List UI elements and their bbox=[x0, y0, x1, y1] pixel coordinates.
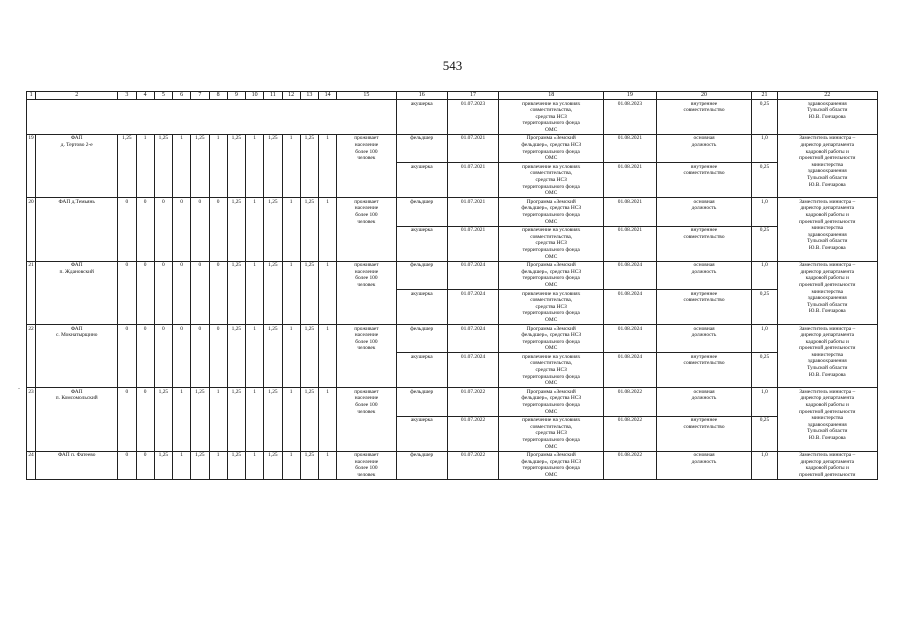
column-number-header: 5 bbox=[154, 92, 172, 100]
staff-funding: Программа «Земский фельдшер», средства НСЗ территориального фонда ОМС bbox=[499, 325, 604, 353]
staff-value-cell: 1,25 bbox=[300, 388, 318, 451]
staff-position: акушерка bbox=[396, 163, 447, 198]
staff-value-cell: 1,25 bbox=[300, 198, 318, 261]
staff-value-cell: 1 bbox=[282, 325, 300, 388]
staff-date: 01.07.2022 bbox=[447, 451, 498, 479]
staff-rate: 0,25 bbox=[752, 163, 777, 198]
row-number: 19 bbox=[27, 134, 36, 197]
staff-position: акушерка bbox=[396, 226, 447, 261]
staff-date: 01.07.2022 bbox=[447, 416, 498, 451]
column-number-header: 12 bbox=[282, 92, 300, 100]
staff-value-cell: 1 bbox=[319, 261, 337, 324]
column-number-header: 10 bbox=[246, 92, 264, 100]
continuation-date: 01.07.2023 bbox=[447, 100, 498, 135]
staff-value-cell: 1,25 bbox=[264, 198, 282, 261]
staff-value-cell: 1 bbox=[319, 388, 337, 451]
staff-employment: внутреннее совместительство bbox=[656, 353, 752, 388]
staff-position: фельдшер bbox=[396, 198, 447, 226]
staff-value-cell: 0 bbox=[154, 261, 172, 324]
staff-value-cell: 1 bbox=[246, 325, 264, 388]
staff-date: 01.07.2021 bbox=[447, 134, 498, 162]
staff-rate: 0,25 bbox=[752, 416, 777, 451]
responsible-person: Заместитель министра – директор департамента кадровой работы и проектной деятельности министерства здравоохранения Тульской области Ю.В. Гончарова bbox=[777, 388, 877, 451]
staff-value-cell: 1,25 bbox=[300, 134, 318, 197]
population-note: проживает население более 100 человек bbox=[337, 388, 396, 451]
table-row bbox=[27, 261, 878, 289]
column-number-header: 22 bbox=[777, 92, 877, 100]
column-number-header: 13 bbox=[300, 92, 318, 100]
staff-value-cell: 1,25 bbox=[264, 261, 282, 324]
staff-value-cell: 1 bbox=[282, 198, 300, 261]
staff-date2: 01.08.2022 bbox=[604, 451, 656, 479]
continuation-responsible: здравоохранения Тульской области Ю.В. Гончарова bbox=[777, 100, 877, 135]
staff-date: 01.07.2024 bbox=[447, 353, 498, 388]
staff-date2: 01.08.2021 bbox=[604, 226, 656, 261]
staff-date: 01.07.2024 bbox=[447, 325, 498, 353]
margin-tick: ‐ bbox=[18, 386, 20, 392]
population-note: проживает население более 100 человек bbox=[337, 198, 396, 261]
staff-funding: привлечение на условиях совместительства, средства НСЗ территориального фонда ОМС bbox=[499, 290, 604, 325]
staff-employment: внутреннее совместительство bbox=[656, 163, 752, 198]
staff-position: акушерка bbox=[396, 290, 447, 325]
facility-name: ФАП п. Фатеево bbox=[36, 451, 118, 479]
row-number: 22 bbox=[27, 325, 36, 388]
staff-rate: 0,25 bbox=[752, 290, 777, 325]
column-number-header: 21 bbox=[752, 92, 777, 100]
continuation-blank bbox=[27, 100, 397, 135]
column-number-row bbox=[27, 92, 878, 100]
staff-value-cell: 1,25 bbox=[154, 388, 172, 451]
column-number-header: 20 bbox=[656, 92, 752, 100]
staff-date2: 01.08.2022 bbox=[604, 416, 656, 451]
staff-value-cell: 0 bbox=[154, 198, 172, 261]
staff-employment: внутреннее совместительство bbox=[656, 290, 752, 325]
staff-value-cell: 1,25 bbox=[227, 388, 245, 451]
staff-value-cell: 0 bbox=[136, 451, 154, 479]
staff-date2: 01.08.2024 bbox=[604, 290, 656, 325]
facility-name: ФАП д. Тертово 2-е bbox=[36, 134, 118, 197]
column-number-header: 6 bbox=[173, 92, 191, 100]
staff-value-cell: 1,25 bbox=[264, 134, 282, 197]
staff-value-cell: 1 bbox=[319, 451, 337, 479]
continuation-position: акушерка bbox=[396, 100, 447, 135]
staff-rate: 1,0 bbox=[752, 134, 777, 162]
staff-value-cell: 1,25 bbox=[227, 451, 245, 479]
staff-value-cell: 0 bbox=[209, 198, 227, 261]
staff-value-cell: 1,25 bbox=[227, 325, 245, 388]
staff-value-cell: 1 bbox=[319, 134, 337, 197]
column-number-header: 1 bbox=[27, 92, 36, 100]
staff-funding: привлечение на условиях совместительства, средства НСЗ территориального фонда ОМС bbox=[499, 416, 604, 451]
continuation-funding: привлечение на условиях совместительства, средства НСЗ территориального фонда ОМС bbox=[499, 100, 604, 135]
staff-date2: 01.08.2024 bbox=[604, 353, 656, 388]
staff-value-cell: 1,25 bbox=[300, 451, 318, 479]
responsible-person: Заместитель министра – директор департамента кадровой работы и проектной деятельности министерства здравоохранения Тульской области Ю.В. Гончарова bbox=[777, 134, 877, 197]
facility-name: ФАП д.Темьянь bbox=[36, 198, 118, 261]
staff-date: 01.07.2024 bbox=[447, 290, 498, 325]
staff-value-cell: 0 bbox=[173, 198, 191, 261]
staff-value-cell: 0 bbox=[118, 325, 136, 388]
staff-value-cell: 1 bbox=[136, 134, 154, 197]
responsible-person: Заместитель министра – директор департамента кадровой работы и проектной деятельности bbox=[777, 451, 877, 479]
column-number-header: 18 bbox=[499, 92, 604, 100]
staff-funding: привлечение на условиях совместительства, средства НСЗ территориального фонда ОМС bbox=[499, 226, 604, 261]
staff-date2: 01.08.2021 bbox=[604, 198, 656, 226]
staff-value-cell: 1 bbox=[246, 388, 264, 451]
staff-position: фельдшер bbox=[396, 388, 447, 416]
staff-value-cell: 0 bbox=[191, 261, 209, 324]
facility-name: ФАП п. Комсомольский bbox=[36, 388, 118, 451]
staff-employment: основная должность bbox=[656, 198, 752, 226]
continuation-row bbox=[27, 100, 878, 135]
staff-value-cell: 1 bbox=[282, 388, 300, 451]
column-number-header: 8 bbox=[209, 92, 227, 100]
table-body bbox=[27, 92, 878, 480]
table-row bbox=[27, 388, 878, 416]
staff-date2: 01.08.2024 bbox=[604, 325, 656, 353]
staff-position: акушерка bbox=[396, 416, 447, 451]
staff-value-cell: 1,25 bbox=[227, 261, 245, 324]
staff-value-cell: 0 bbox=[209, 325, 227, 388]
table-row bbox=[27, 325, 878, 353]
population-note: проживает население более 100 человек bbox=[337, 261, 396, 324]
staff-value-cell: 1 bbox=[246, 198, 264, 261]
column-number-header: 2 bbox=[36, 92, 118, 100]
staff-value-cell: 0 bbox=[191, 325, 209, 388]
staff-value-cell: 0 bbox=[209, 261, 227, 324]
facility-name: ФАП с. Мокнатырщино bbox=[36, 325, 118, 388]
column-number-header: 15 bbox=[337, 92, 396, 100]
population-note: проживает население более 100 человек bbox=[337, 134, 396, 197]
staff-value-cell: 0 bbox=[118, 451, 136, 479]
facility-name: ФАП п. Ждановский bbox=[36, 261, 118, 324]
staff-value-cell: 1 bbox=[282, 451, 300, 479]
staff-value-cell: 1 bbox=[246, 134, 264, 197]
staff-rate: 1,0 bbox=[752, 388, 777, 416]
staff-date: 01.07.2021 bbox=[447, 163, 498, 198]
continuation-employment: внутреннее совместительство bbox=[656, 100, 752, 135]
responsible-person: Заместитель министра – директор департамента кадровой работы и проектной деятельности министерства здравоохранения Тульской области Ю.В. Гончарова bbox=[777, 198, 877, 261]
column-number-header: 7 bbox=[191, 92, 209, 100]
column-number-header: 4 bbox=[136, 92, 154, 100]
column-number-header: 9 bbox=[227, 92, 245, 100]
staff-value-cell: 1,25 bbox=[154, 134, 172, 197]
staff-date: 01.07.2021 bbox=[447, 198, 498, 226]
staff-employment: внутреннее совместительство bbox=[656, 226, 752, 261]
staff-value-cell: 0 bbox=[173, 261, 191, 324]
staff-position: фельдшер bbox=[396, 134, 447, 162]
staff-date: 01.07.2021 bbox=[447, 226, 498, 261]
staff-value-cell: 0 bbox=[173, 325, 191, 388]
continuation-rate: 0,25 bbox=[752, 100, 777, 135]
table-row bbox=[27, 198, 878, 226]
staff-value-cell: 1,25 bbox=[264, 388, 282, 451]
staff-value-cell: 1,25 bbox=[154, 451, 172, 479]
staff-employment: основная должность bbox=[656, 325, 752, 353]
staff-value-cell: 0 bbox=[136, 261, 154, 324]
staff-value-cell: 1,25 bbox=[264, 325, 282, 388]
staff-rate: 0,25 bbox=[752, 226, 777, 261]
staff-date2: 01.08.2024 bbox=[604, 261, 656, 289]
staff-employment: основная должность bbox=[656, 388, 752, 416]
row-number: 21 bbox=[27, 261, 36, 324]
staff-value-cell: 1,25 bbox=[191, 388, 209, 451]
staff-value-cell: 1,25 bbox=[300, 325, 318, 388]
staff-value-cell: 0 bbox=[191, 198, 209, 261]
staff-value-cell: 0 bbox=[136, 198, 154, 261]
staff-value-cell: 1 bbox=[209, 134, 227, 197]
staff-funding: Программа «Земский фельдшер», средства НСЗ территориального фонда ОМС bbox=[499, 261, 604, 289]
responsible-person: Заместитель министра – директор департамента кадровой работы и проектной деятельности министерства здравоохранения Тульской области Ю.В. Гончарова bbox=[777, 261, 877, 324]
page-number: 543 bbox=[442, 58, 463, 73]
continuation-date2: 01.08.2023 bbox=[604, 100, 656, 135]
table-row bbox=[27, 134, 878, 162]
staff-value-cell: 1 bbox=[209, 451, 227, 479]
staff-funding: Программа «Земский фельдшер», средства НСЗ территориального фонда ОМС bbox=[499, 198, 604, 226]
staff-value-cell: 1,25 bbox=[264, 451, 282, 479]
row-number: 20 bbox=[27, 198, 36, 261]
column-number-header: 19 bbox=[604, 92, 656, 100]
staff-value-cell: 1,25 bbox=[227, 198, 245, 261]
row-number: 24 bbox=[27, 451, 36, 479]
staff-funding: Программа «Земский фельдшер», средства НСЗ территориального фонда ОМС bbox=[499, 388, 604, 416]
staff-value-cell: 0 bbox=[118, 388, 136, 451]
column-number-header: 11 bbox=[264, 92, 282, 100]
staff-value-cell: 0 bbox=[136, 388, 154, 451]
staff-value-cell: 1 bbox=[209, 388, 227, 451]
staff-employment: основная должность bbox=[656, 134, 752, 162]
staff-value-cell: 1 bbox=[282, 261, 300, 324]
staff-date2: 01.08.2021 bbox=[604, 163, 656, 198]
staff-date: 01.07.2022 bbox=[447, 388, 498, 416]
responsible-person: Заместитель министра – директор департамента кадровой работы и проектной деятельности министерства здравоохранения Тульской области Ю.В. Гончарова bbox=[777, 325, 877, 388]
population-note: проживает население более 100 человек bbox=[337, 451, 396, 479]
staff-value-cell: 1,25 bbox=[300, 261, 318, 324]
staff-employment: основная должность bbox=[656, 261, 752, 289]
staff-date2: 01.08.2022 bbox=[604, 388, 656, 416]
staff-rate: 1,0 bbox=[752, 325, 777, 353]
population-note: проживает население более 100 человек bbox=[337, 325, 396, 388]
staff-rate: 1,0 bbox=[752, 261, 777, 289]
staff-position: фельдшер bbox=[396, 261, 447, 289]
staff-value-cell: 1 bbox=[173, 388, 191, 451]
staff-employment: основная должность bbox=[656, 451, 752, 479]
staff-value-cell: 1 bbox=[319, 325, 337, 388]
staff-value-cell: 1 bbox=[173, 134, 191, 197]
column-number-header: 17 bbox=[447, 92, 498, 100]
staff-funding: привлечение на условиях совместительства, средства НСЗ территориального фонда ОМС bbox=[499, 353, 604, 388]
staff-value-cell: 0 bbox=[136, 325, 154, 388]
staff-value-cell: 1,25 bbox=[118, 134, 136, 197]
staff-position: акушерка bbox=[396, 353, 447, 388]
staff-value-cell: 1 bbox=[246, 451, 264, 479]
column-number-header: 14 bbox=[319, 92, 337, 100]
staff-position: фельдшер bbox=[396, 325, 447, 353]
staff-value-cell: 0 bbox=[154, 325, 172, 388]
staff-rate: 1,0 bbox=[752, 451, 777, 479]
column-number-header: 3 bbox=[118, 92, 136, 100]
staff-funding: Программа «Земский фельдшер», средства НСЗ территориального фонда ОМС bbox=[499, 134, 604, 162]
staff-employment: внутреннее совместительство bbox=[656, 416, 752, 451]
row-number: 23 bbox=[27, 388, 36, 451]
staff-value-cell: 1,25 bbox=[227, 134, 245, 197]
staff-date2: 01.08.2021 bbox=[604, 134, 656, 162]
staff-value-cell: 1 bbox=[173, 451, 191, 479]
staff-rate: 0,25 bbox=[752, 353, 777, 388]
staff-value-cell: 0 bbox=[118, 198, 136, 261]
staff-value-cell: 1,25 bbox=[191, 451, 209, 479]
staff-value-cell: 1 bbox=[282, 134, 300, 197]
staff-funding: Программа «Земский фельдшер», средства НСЗ территориального фонда ОМС bbox=[499, 451, 604, 479]
staff-date: 01.07.2024 bbox=[447, 261, 498, 289]
table-row bbox=[27, 451, 878, 479]
staff-value-cell: 0 bbox=[118, 261, 136, 324]
staff-rate: 1,0 bbox=[752, 198, 777, 226]
staff-position: фельдшер bbox=[396, 451, 447, 479]
staff-value-cell: 1,25 bbox=[191, 134, 209, 197]
staff-funding: привлечение на условиях совместительства, средства НСЗ территориального фонда ОМС bbox=[499, 163, 604, 198]
staffing-table bbox=[26, 91, 878, 480]
staff-value-cell: 1 bbox=[319, 198, 337, 261]
column-number-header: 16 bbox=[396, 92, 447, 100]
staff-value-cell: 1 bbox=[246, 261, 264, 324]
